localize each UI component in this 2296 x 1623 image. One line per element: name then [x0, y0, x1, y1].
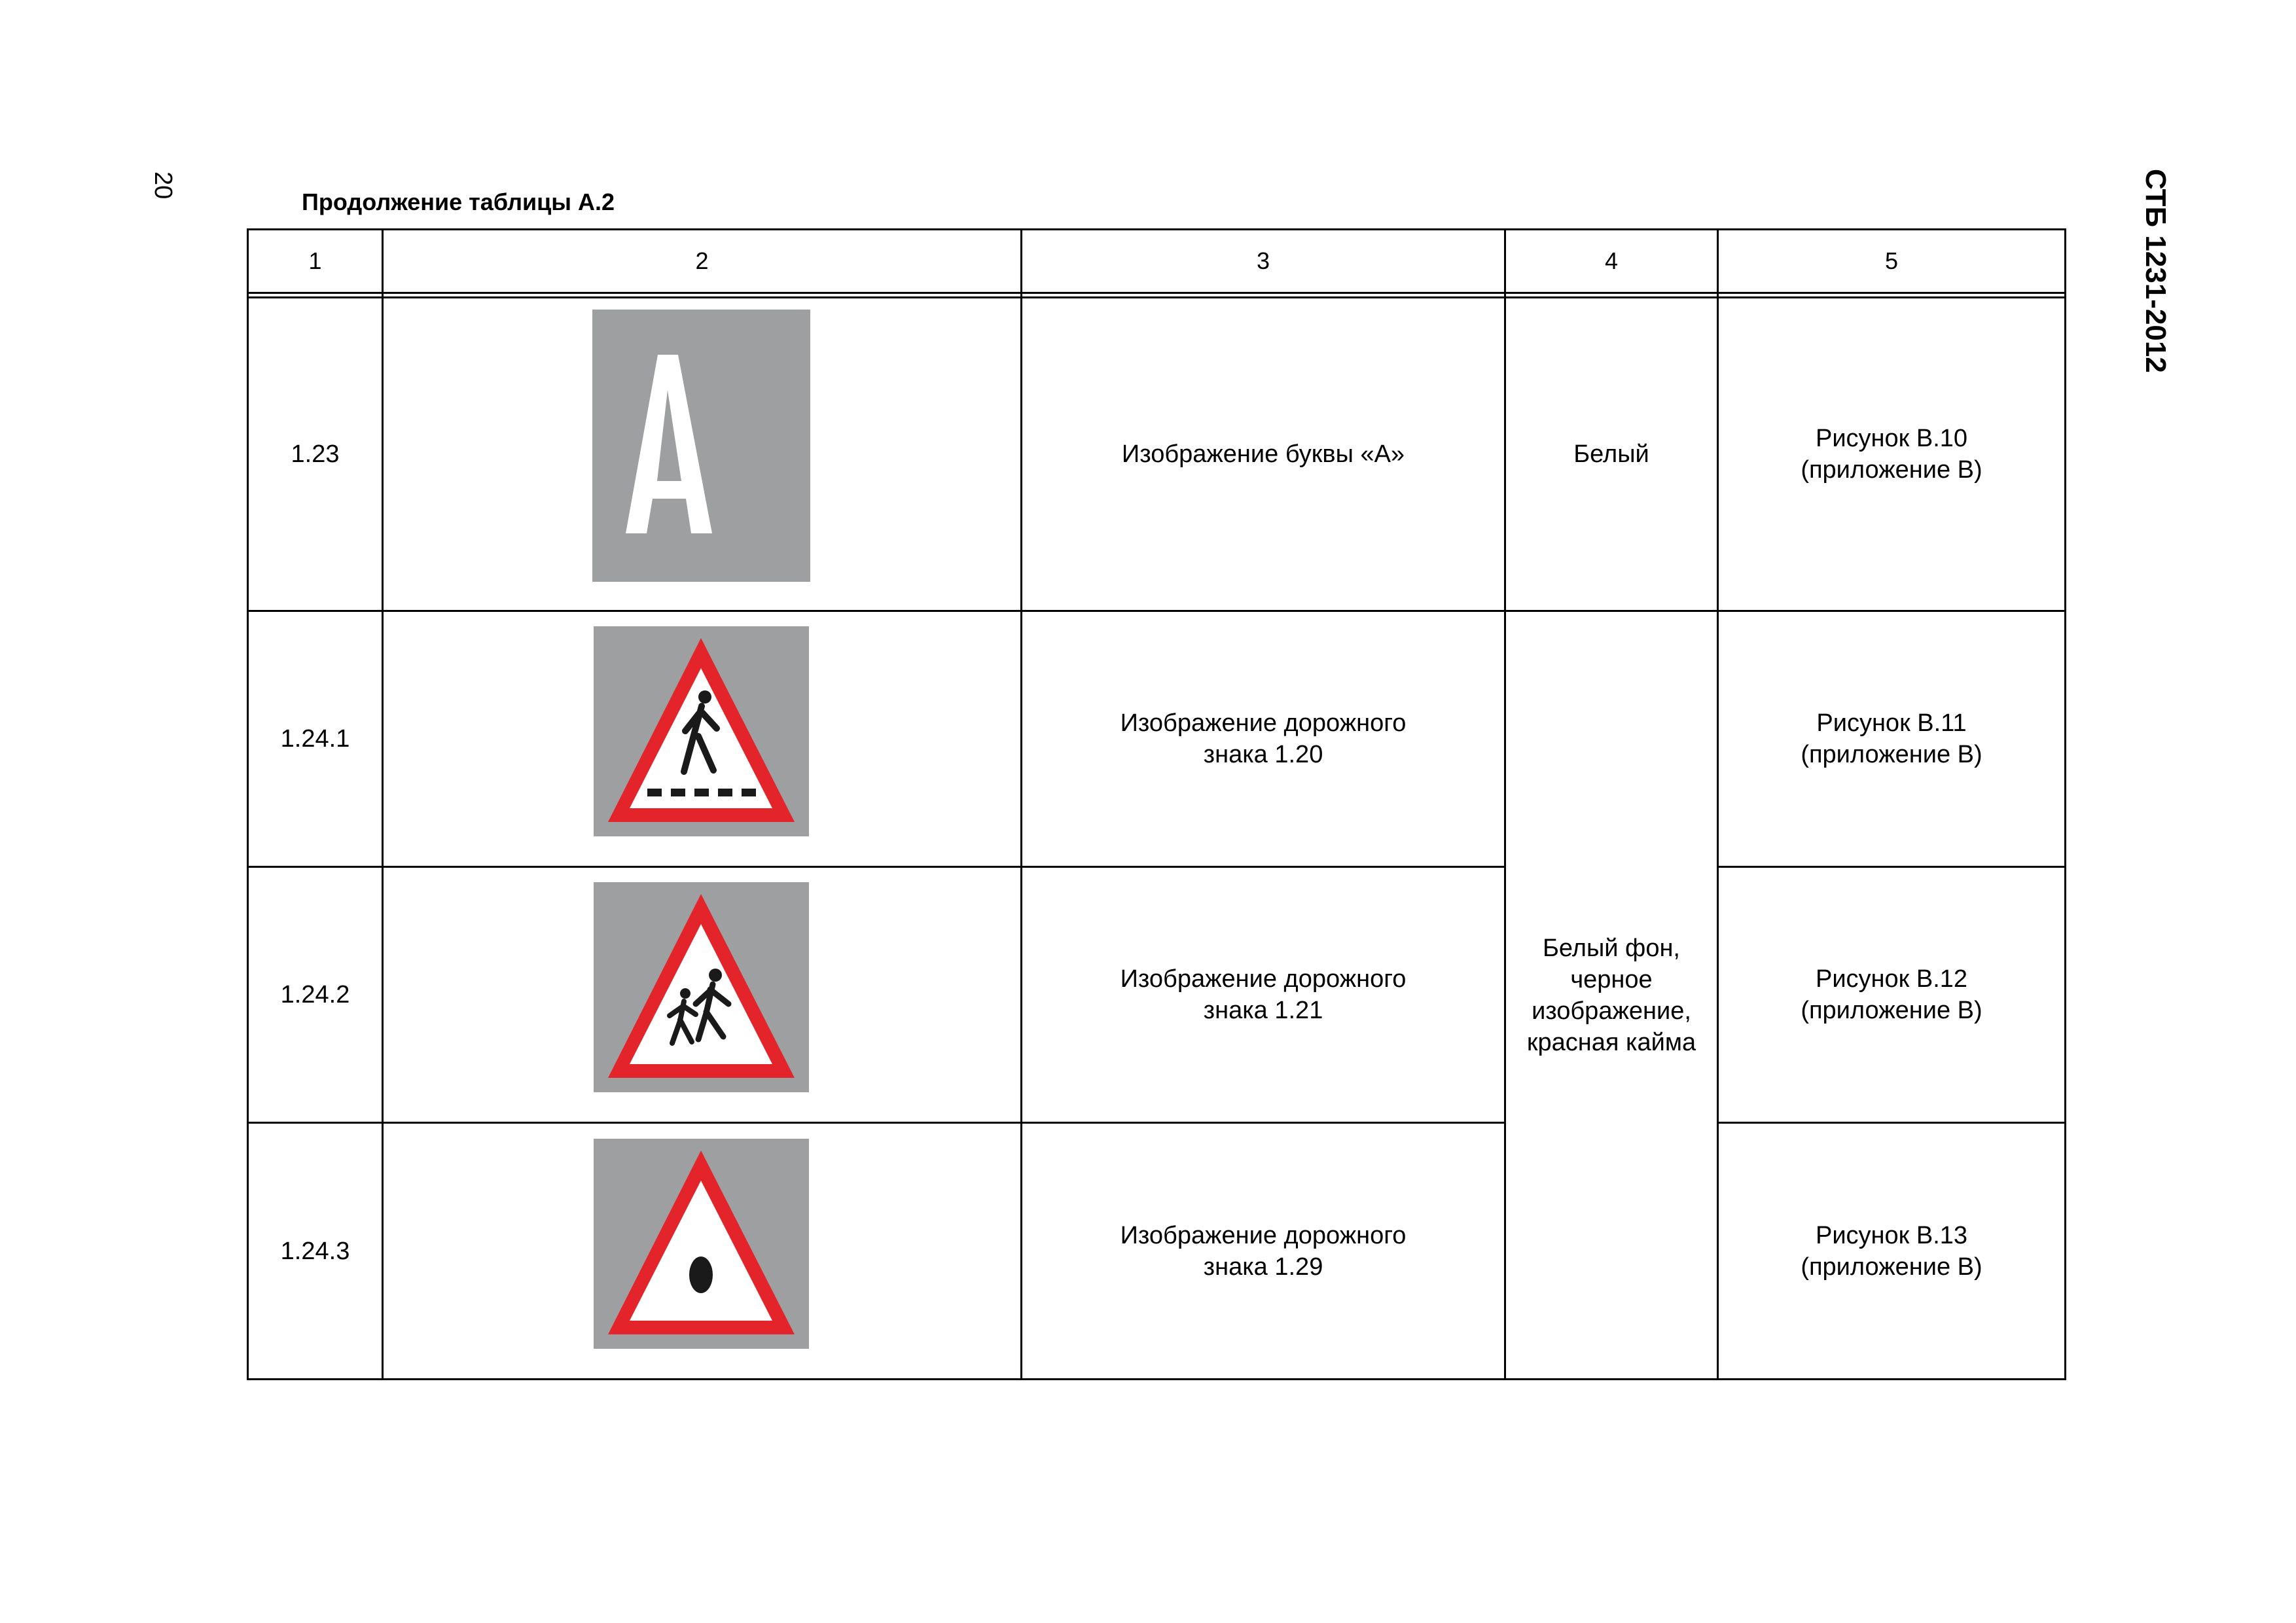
column-header: 1	[308, 247, 322, 274]
row-code: 1.24.1	[280, 725, 350, 753]
row-figure-reference: Рисунок В.12 (приложение В)	[1801, 965, 1982, 1024]
document-code: СТБ 1231-2012	[2140, 169, 2172, 373]
children-sign-icon	[594, 882, 809, 1092]
header-separator	[247, 292, 2066, 294]
page-number: 20	[149, 171, 177, 200]
row-code: 1.24.2	[280, 981, 350, 1008]
row-figure-reference: Рисунок В.10 (приложение В)	[1801, 425, 1982, 484]
other-danger-sign-icon	[594, 1139, 809, 1349]
column-divider	[382, 228, 384, 1380]
table-caption: Продолжение таблицы А.2	[302, 188, 615, 215]
row-description: Изображение буквы «А»	[1121, 440, 1405, 468]
specification-table	[247, 228, 2066, 1381]
row-code: 1.24.3	[280, 1237, 350, 1265]
row-description: Изображение дорожного знака 1.21	[1120, 965, 1407, 1024]
row-code: 1.23	[291, 440, 340, 468]
row-figure-reference: Рисунок В.13 (приложение В)	[1801, 1221, 1982, 1281]
row-description: Изображение дорожного знака 1.29	[1120, 1221, 1407, 1281]
row-figure-reference: Рисунок В.11 (приложение В)	[1801, 709, 1982, 768]
column-header: 4	[1604, 247, 1619, 274]
table-border-bottom	[247, 1378, 2066, 1380]
column-header: 3	[1256, 247, 1270, 274]
row-color: Белый	[1573, 440, 1649, 468]
column-header: 5	[1884, 247, 1899, 274]
table-border-right	[2064, 228, 2066, 1380]
pedestrian-crossing-sign-icon	[594, 626, 809, 836]
column-header: 2	[695, 247, 709, 274]
row-description: Изображение дорожного знака 1.20	[1120, 709, 1407, 768]
letter-a-marking-icon	[592, 310, 810, 582]
merged-color-cell: Белый фон, черное изображение, красная кайма	[1526, 934, 1696, 1056]
